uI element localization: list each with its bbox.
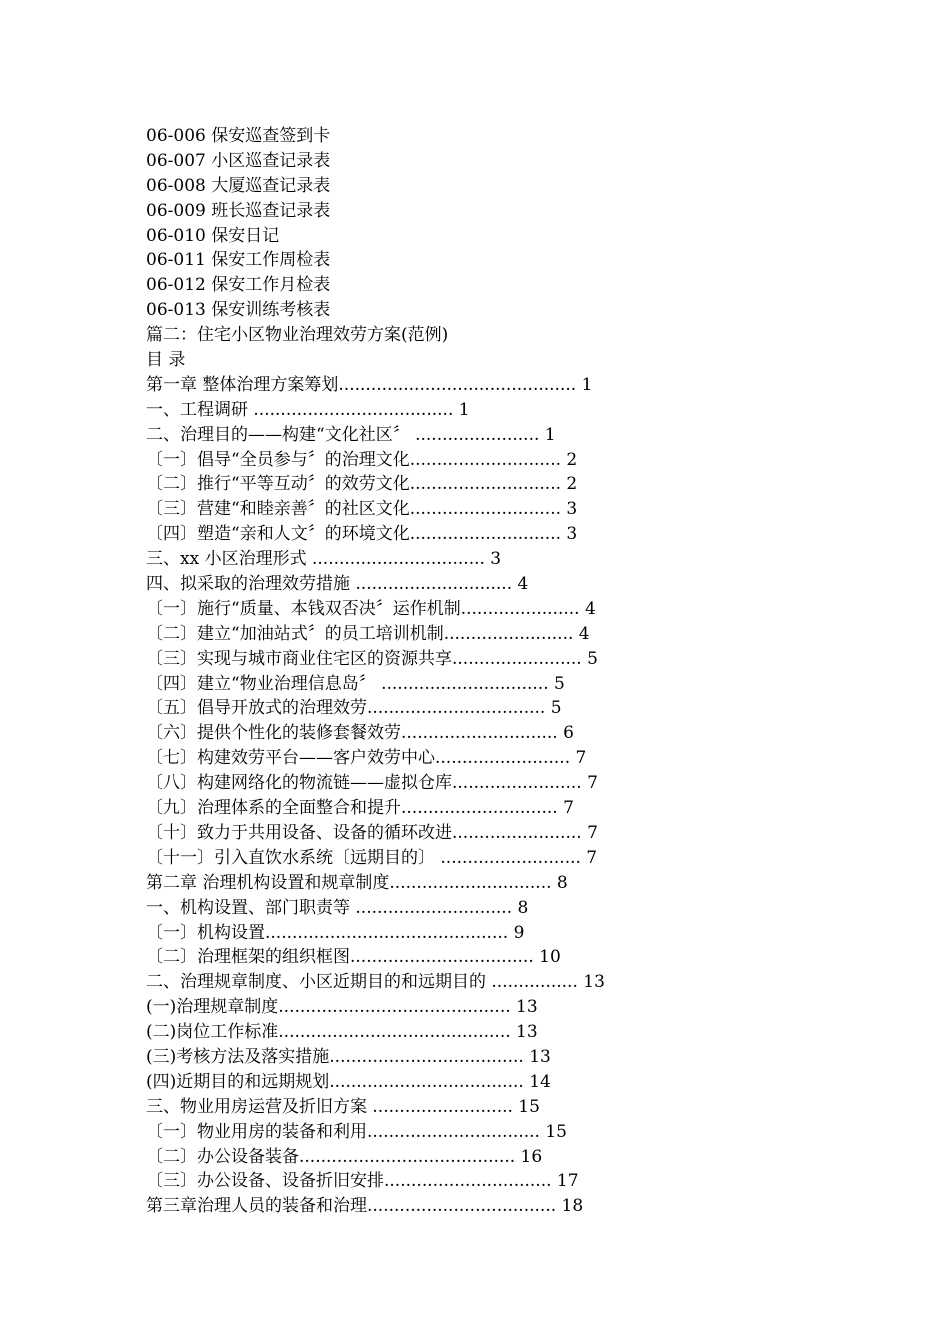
toc-entry: (二)岗位工作标准........................................... 13 (146, 1022, 538, 1043)
toc-entry: 〔四〕建立“物业治理信息岛〞 ............................... 5 (146, 673, 565, 694)
toc-entry: 三、xx 小区治理形式 ................................ 3 (146, 549, 502, 570)
form-item-06-013: 06-013 保安训练考核表 (146, 300, 331, 321)
toc-entry: 〔一〕机构设置............................................. 9 (146, 922, 525, 943)
toc-entry: 〔十一〕引入直饮水系统〔远期目的〕 .......................... 7 (146, 847, 598, 868)
toc-chapter: 第二章 治理机构设置和规章制度.............................. 8 (146, 872, 568, 893)
toc-entry: 〔二〕办公设备装备........................................ 16 (146, 1146, 543, 1167)
form-item-06-011: 06-011 保安工作周检表 (146, 250, 331, 271)
toc-entry: 二、治理目的——构建“文化社区〞 ....................... 1 (146, 424, 556, 445)
toc-entry: 〔一〕物业用房的装备和利用................................ 15 (146, 1121, 567, 1142)
toc-entry: 〔十〕致力于共用设备、设备的循环改进........................ 7 (146, 822, 598, 843)
toc-entry: 三、物业用房运营及折旧方案 .......................... 15 (146, 1096, 540, 1117)
toc-entry: 〔四〕塑造“亲和人文〞的环境文化............................ 3 (146, 524, 578, 545)
section-title: 篇二：住宅小区物业治理效劳方案(范例) (146, 325, 449, 346)
form-item-06-009: 06-009 班长巡查记录表 (146, 200, 331, 221)
toc-entry: (四)近期目的和远期规划.................................... 14 (146, 1071, 551, 1092)
toc-chapter: 第三章治理人员的装备和治理................................... 18 (146, 1196, 584, 1217)
toc-entry: 一、工程调研 ..................................... 1 (146, 399, 470, 420)
document-content (146, 124, 906, 1219)
toc-entry: 一、机构设置、部门职责等 ............................. 8 (146, 897, 529, 918)
toc-entry: 〔三〕实现与城市商业住宅区的资源共享........................ 5 (146, 648, 598, 669)
toc-entry: 〔二〕建立“加油站式〞的员工培训机制........................ 4 (146, 623, 590, 644)
toc-chapter: 第一章 整体治理方案筹划............................................ 1 (146, 374, 593, 395)
toc-entry: 〔三〕办公设备、设备折旧安排............................... 17 (146, 1171, 579, 1192)
toc-entry: 二、治理规章制度、小区近期目的和远期目的 ................ 13 (146, 972, 605, 993)
toc-entry: 〔二〕治理框架的组织框图.................................. 10 (146, 947, 561, 968)
toc-entry: 〔一〕倡导“全员参与〞的治理文化............................ 2 (146, 449, 578, 470)
toc-entry: 四、拟采取的治理效劳措施 ............................. 4 (146, 574, 529, 595)
form-item-06-008: 06-008 大厦巡查记录表 (146, 175, 331, 196)
toc-entry: 〔一〕施行“质量、本钱双否决〞运作机制...................... 4 (146, 598, 596, 619)
toc-entry: (三)考核方法及落实措施.................................... 13 (146, 1046, 551, 1067)
toc-entry: 〔九〕治理体系的全面整合和提升............................. 7 (146, 798, 574, 819)
toc-entry: 〔六〕提供个性化的装修套餐效劳............................. 6 (146, 723, 574, 744)
form-item-06-006: 06-006 保安巡查签到卡 (146, 126, 331, 146)
form-item-06-010: 06-010 保安日记 (146, 225, 280, 246)
form-item-06-007: 06-007 小区巡查记录表 (146, 150, 331, 171)
toc-entry: 〔五〕倡导开放式的治理效劳................................. 5 (146, 698, 562, 719)
toc-entry: 〔三〕营建“和睦亲善〞的社区文化............................ 3 (146, 499, 578, 520)
form-item-06-012: 06-012 保安工作月检表 (146, 275, 331, 296)
toc-entry: (一)治理规章制度........................................... 13 (146, 997, 538, 1018)
toc-entry: 〔二〕推行“平等互动〞的效劳文化............................ 2 (146, 474, 578, 495)
toc-entry: 〔八〕构建网络化的物流链——虚拟仓库........................ 7 (146, 773, 598, 794)
toc-entry: 〔七〕构建效劳平台——客户效劳中心......................... 7 (146, 748, 587, 769)
toc-heading: 目 录 (146, 350, 186, 371)
